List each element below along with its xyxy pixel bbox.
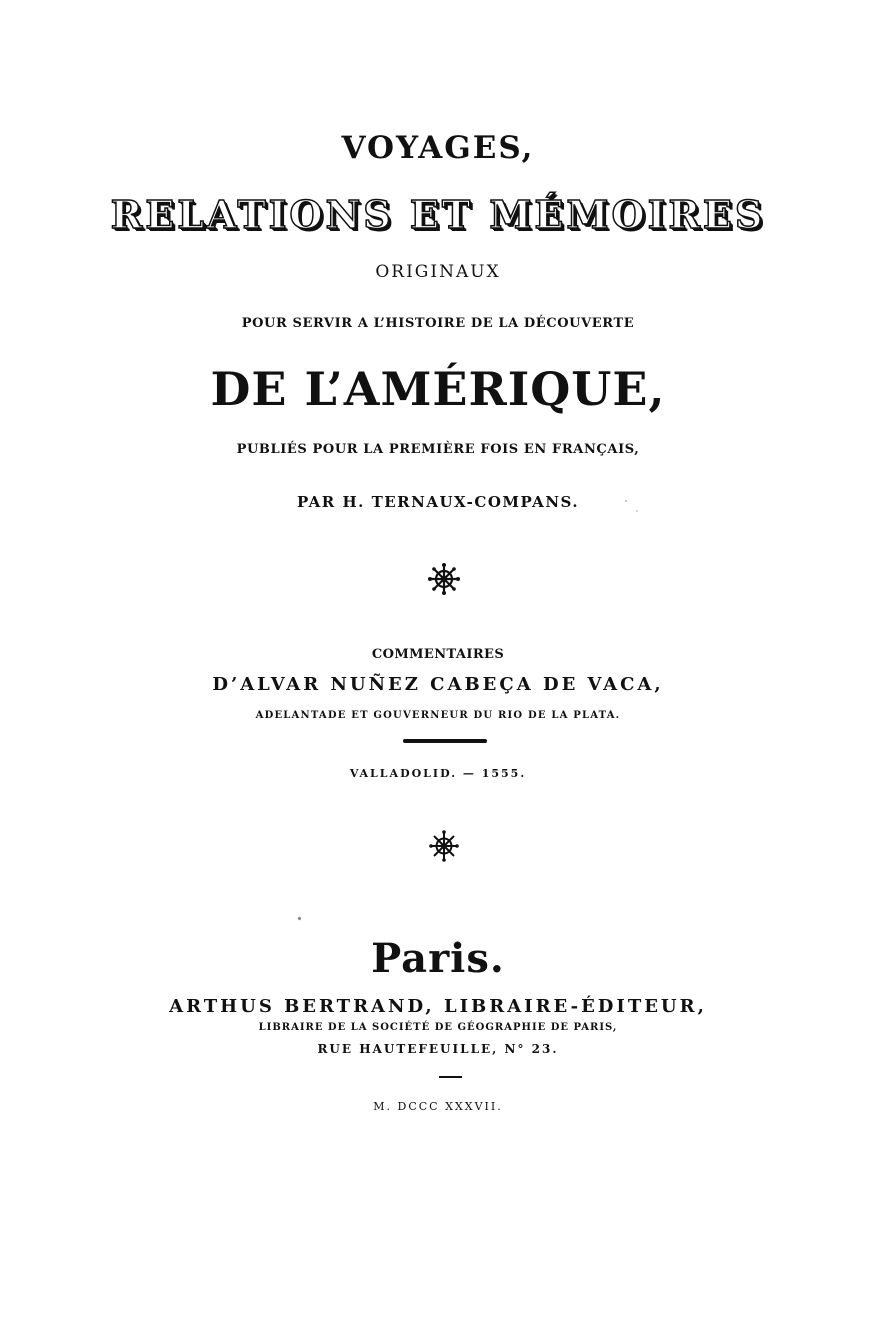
author-cabeca-de-vaca: D’ALVAR NUÑEZ CABEÇA DE VACA, [212, 674, 664, 695]
imprint-city: Paris. [371, 935, 505, 982]
subtitle-pour-servir: POUR SERVIR A L’HISTOIRE DE LA DÉCOUVERTE [241, 316, 635, 331]
print-speck [636, 510, 638, 512]
title-voyages: VOYAGES, [341, 130, 535, 166]
subtitle-publies: PUBLIÉS POUR LA PREMIÈRE FOIS EN FRANÇAIS, [236, 442, 640, 457]
print-speck [625, 500, 627, 502]
divider-thick [403, 739, 487, 743]
author-role: ADELANTADE ET GOUVERNEUR DU RIO DE LA PLATA. [255, 710, 621, 721]
commentaires-heading: COMMENTAIRES [371, 647, 505, 662]
society-line: LIBRAIRE DE LA SOCIÉTÉ DE GÉOGRAPHIE DE PARIS, [258, 1022, 618, 1033]
divider-thin [439, 1076, 462, 1078]
publication-year: M. DCCC XXXVII. [373, 1100, 503, 1113]
title-relations-memoires: RELATIONS ET MÉMOIRES [110, 192, 766, 237]
author-line: PAR H. TERNAUX-COMPANS. [296, 493, 580, 511]
address-line: RUE HAUTEFEUILLE, N° 23. [317, 1042, 559, 1056]
title-amerique: DE L’AMÉRIQUE, [210, 362, 666, 416]
ornament-top-icon [427, 562, 461, 596]
title-originaux: ORIGINAUX [375, 262, 501, 282]
print-speck [297, 916, 301, 920]
origin-line: VALLADOLID. — 1555. [349, 767, 527, 780]
publisher-line: ARTHUS BERTRAND, LIBRAIRE-ÉDITEUR, [169, 996, 707, 1017]
ornament-bottom-icon [428, 829, 460, 863]
